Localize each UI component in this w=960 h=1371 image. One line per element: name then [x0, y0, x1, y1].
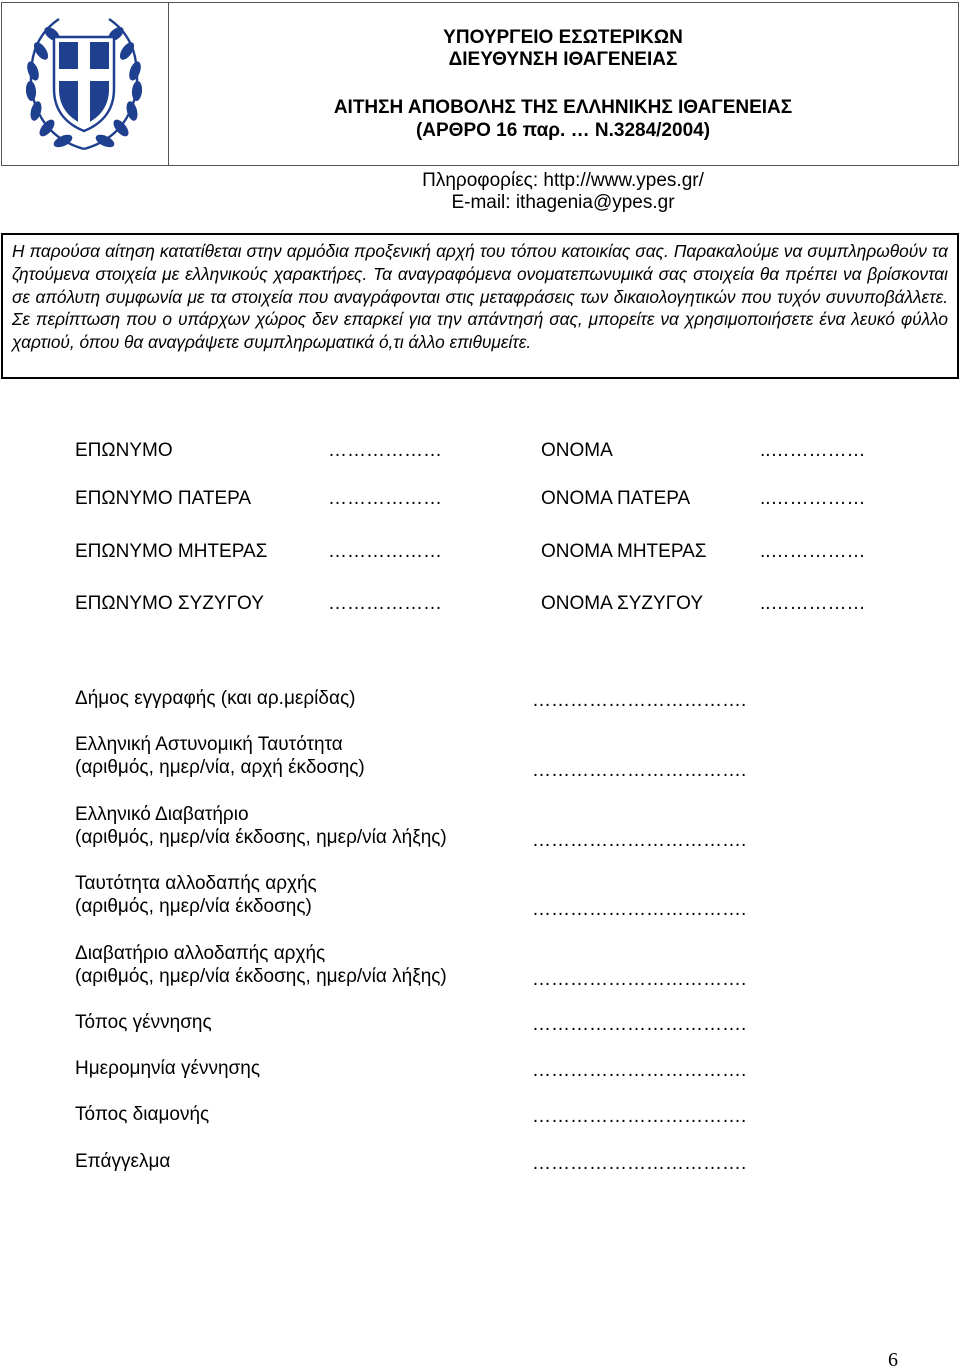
birthdate-label: Ημερομηνία γέννησης — [75, 1058, 260, 1079]
foreign-passport-field[interactable]: ……………………………. — [532, 969, 747, 990]
mother-name-field[interactable]: ..…………… — [760, 541, 866, 562]
birthplace-label: Τόπος γέννησης — [75, 1012, 212, 1033]
residence-field[interactable]: ……………………………. — [532, 1106, 747, 1127]
foreign-id-label: Ταυτότητα αλλοδαπής αρχής — [75, 873, 317, 894]
first-name-field[interactable]: ..…………… — [760, 440, 866, 461]
header-divider — [1, 165, 959, 166]
spouse-surname-label: ΕΠΩΝΥΜΟ ΣΥΖΥΓΟΥ — [75, 593, 264, 614]
residence-label: Τόπος διαμονής — [75, 1104, 210, 1125]
foreign-id-field[interactable]: ……………………………. — [532, 899, 747, 920]
foreign-passport-label: Διαβατήριο αλλοδαπής αρχής — [75, 943, 326, 964]
greek-passport-hint: (αριθμός, ημερ/νία έκδοσης, ημερ/νία λήξης) — [75, 827, 447, 848]
profession-label: Επάγγελμα — [75, 1151, 171, 1172]
greek-passport-label: Ελληνικό Διαβατήριο — [75, 804, 249, 825]
first-name-label: ΟΝΟΜΑ — [541, 440, 613, 461]
mother-surname-field[interactable]: ……………… — [328, 541, 442, 562]
ministry-heading: ΥΠΟΥΡΓΕΙΟ ΕΣΩΤΕΡΙΚΩΝ — [443, 27, 683, 48]
greek-state-emblem-icon — [19, 9, 149, 159]
greek-passport-field[interactable]: ……………………………. — [532, 830, 747, 851]
father-name-field[interactable]: ..…………… — [760, 488, 866, 509]
instructions-box — [1, 233, 959, 379]
father-surname-field[interactable]: ……………… — [328, 488, 442, 509]
surname-label: ΕΠΩΝΥΜΟ — [75, 440, 173, 461]
article-reference: (ΑΡΘΡΟ 16 παρ. … Ν.3284/2004) — [415, 120, 711, 141]
profession-field[interactable]: ……………………………. — [532, 1153, 747, 1174]
page-number: 6 — [888, 1349, 898, 1371]
mother-name-label: ΟΝΟΜΑ ΜΗΤΕΡΑΣ — [541, 541, 707, 562]
application-title: ΑΙΤΗΣΗ ΑΠΟΒΟΛΗΣ ΤΗΣ ΕΛΛΗΝΙΚΗΣ ΙΘΑΓΕΝΕΙΑΣ — [333, 97, 793, 118]
directorate-heading: ΔΙΕΥΘΥΝΣΗ ΙΘΑΓΕΝΕΙΑΣ — [448, 49, 678, 70]
birthdate-field[interactable]: ……………………………. — [532, 1060, 747, 1081]
instructions-text: Η παρούσα αίτηση κατατίθεται στην αρμόδια προξενική αρχή του τόπου κατοικίας σας. Παρακαλούμε να συμπληρωθούν τα ζητούμενα στοιχεία με ελληνικούς χαρακτήρες. Τα αναγραφόμενα ονοματεπωνυμικά σας στοιχεία θα πρέπει να βρίσκονται σε απόλυτη συμφωνία με τα στοιχεία που αναγράφονται στις μεταφράσεις των δικαιολογητικών που τυχόν συνυποβάλλετε. Σε περίπτωση που ο υπάρχων χώρος δεν επαρκεί για την απάντησή σας, μπορείτε να χρησιμοποιήσετε ένα λευκό φύλλο χαρτιού, όπου θα αναγράψετε συμπληρωματικά ό,τι άλλο επιθυμείτε. — [12, 241, 948, 353]
info-email: E-mail: ithagenia@ypes.gr — [451, 192, 675, 213]
foreign-id-hint: (αριθμός, ημερ/νία έκδοσης) — [75, 896, 312, 917]
spouse-name-label: ΟΝΟΜΑ ΣΥΖΥΓΟΥ — [541, 593, 704, 614]
info-url: Πληροφορίες: http://www.ypes.gr/ — [422, 170, 704, 191]
municipality-label: Δήμος εγγραφής (και αρ.μερίδας) — [75, 688, 356, 709]
spouse-surname-field[interactable]: ……………… — [328, 593, 442, 614]
surname-field[interactable]: ……………… — [328, 440, 442, 461]
foreign-passport-hint: (αριθμός, ημερ/νία έκδοσης, ημερ/νία λήξης) — [75, 966, 447, 987]
greek-id-hint: (αριθμός, ημερ/νία, αρχή έκδοσης) — [75, 757, 365, 778]
greek-id-field[interactable]: ……………………………. — [532, 760, 747, 781]
spouse-name-field[interactable]: ..…………… — [760, 593, 866, 614]
greek-id-label: Ελληνική Αστυνομική Ταυτότητα — [75, 734, 343, 755]
mother-surname-label: ΕΠΩΝΥΜΟ ΜΗΤΕΡΑΣ — [75, 541, 268, 562]
birthplace-field[interactable]: ……………………………. — [532, 1014, 747, 1035]
father-surname-label: ΕΠΩΝΥΜΟ ΠΑΤΕΡΑ — [75, 488, 252, 509]
municipality-field[interactable]: ……………………………. — [532, 690, 747, 711]
father-name-label: ΟΝΟΜΑ ΠΑΤΕΡΑ — [541, 488, 691, 509]
emblem-cell — [1, 2, 169, 165]
